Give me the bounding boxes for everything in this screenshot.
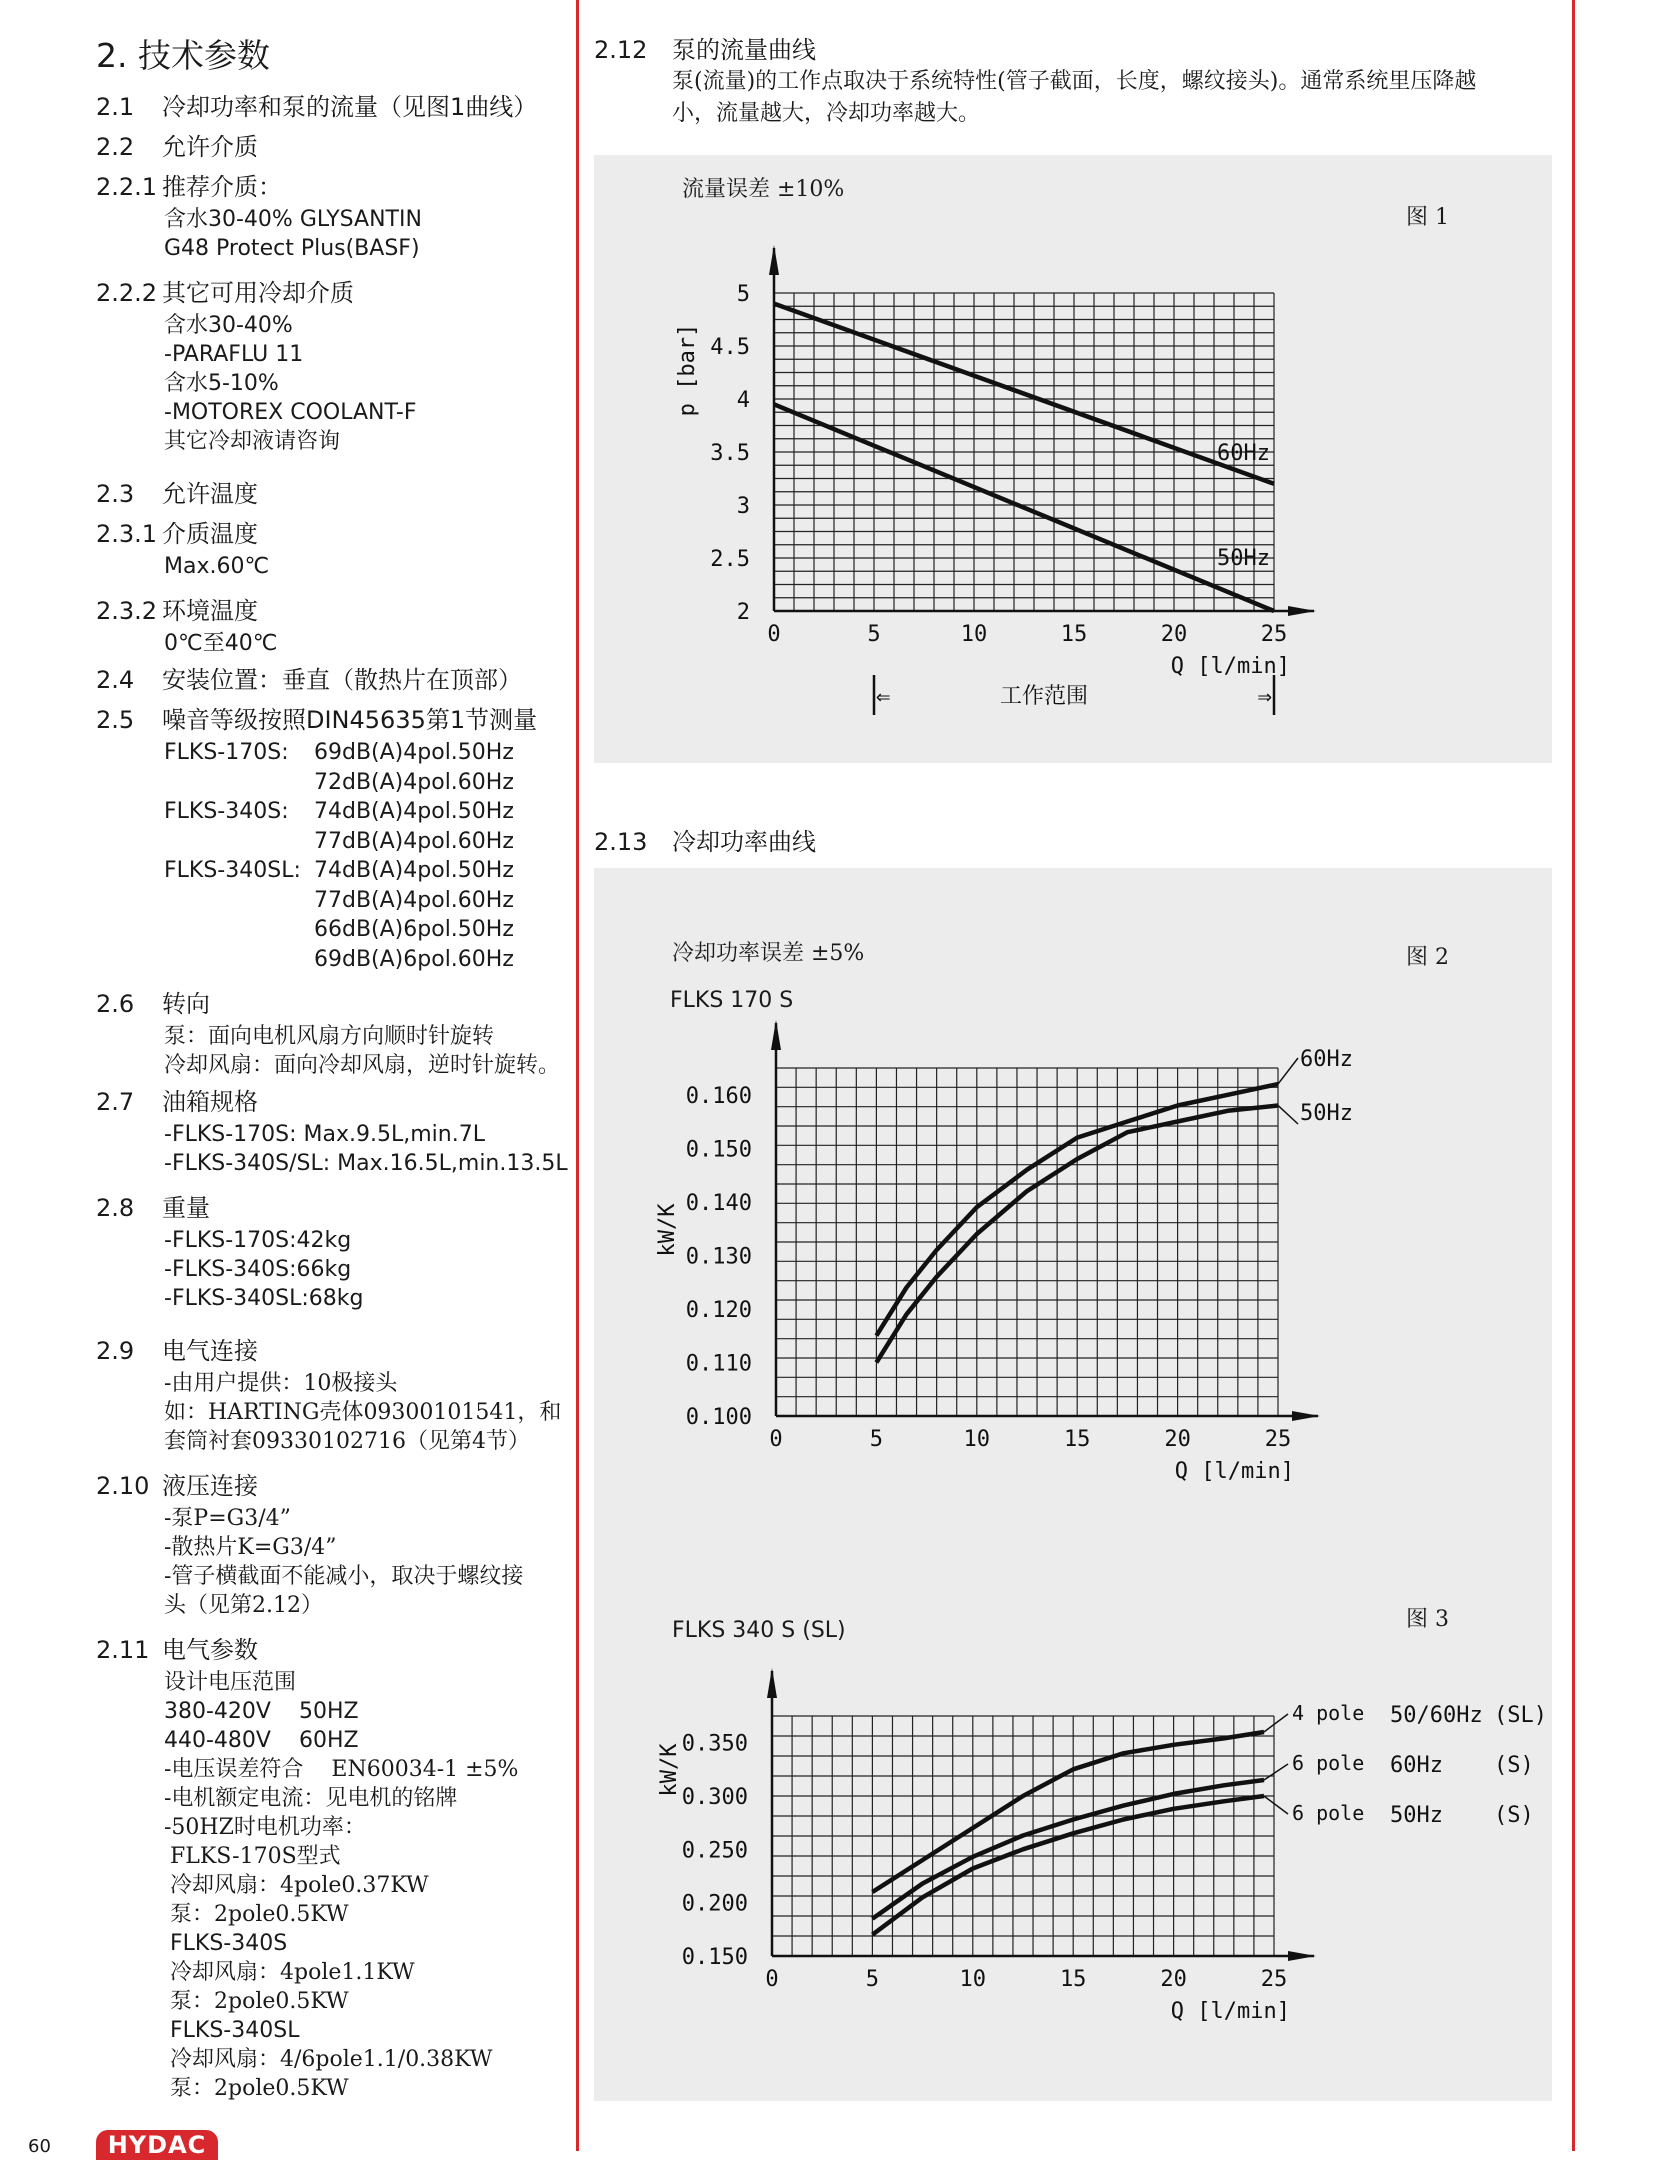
section-title: 2. 技术参数 [96,36,270,75]
line: -管子横截面不能减小，取决于螺纹接 [164,1564,524,1589]
series-line [872,1780,1264,1919]
line: -FLKS-170S: Max.9.5L,min.7L [164,1122,485,1147]
line: 套筒衬套09330102716（见第4节） [164,1429,530,1454]
y-axis-arrow [767,1668,777,1698]
fig3-model: FLKS 340 S (SL) [672,1618,846,1643]
x-tick-label: 25 [1260,622,1288,647]
line: -FLKS-170S:42kg [164,1228,352,1253]
x-axis-label: Q [l/min] [1170,1999,1290,2024]
line: 含水5-10% [164,371,279,396]
noise-row: FLKS-170S: 69dB(A)4pol.50Hz [164,740,514,765]
x-axis-label: Q [l/min] [1170,654,1290,679]
line: 含水30-40% [164,313,293,338]
page-number: 60 [28,2136,51,2157]
sec-2-10: 2.10 液压连接 [96,1472,258,1500]
line: FLKS-340SL [170,2018,300,2043]
x-axis-label: Q [l/min] [1174,1459,1294,1484]
y-tick-label: 0.130 [685,1244,752,1270]
line: 含水30-40% GLYSANTIN [164,207,422,232]
x-tick-label: 10 [963,1427,991,1452]
line: 头（见第2.12） [164,1593,323,1618]
line: -电机额定电流：见电机的铭牌 [164,1786,458,1811]
line: FLKS-170S型式 [170,1844,341,1869]
line: 冷却风扇：面向冷却风扇，逆时针旋转。 [164,1053,561,1078]
line: 0℃至40℃ [164,631,278,656]
series-label-60hz: 60Hz [1300,1047,1353,1072]
x-axis-arrow [1292,1411,1320,1421]
line: 如：HARTING壳体09300101541，和 [164,1400,562,1425]
y-tick-label: 3 [736,494,750,519]
legend-freq: 50Hz [1390,1803,1443,1828]
line: -PARAFLU 11 [164,342,304,367]
sec-2-3-1: 2.3.1 介质温度 [96,520,258,548]
line: 设计电压范围 [164,1670,297,1695]
line: -FLKS-340S:66kg [164,1257,352,1282]
x-tick-label: 20 [1160,1967,1187,1992]
legend-freq: 50/60Hz [1390,1703,1483,1728]
sec-2-12-title: 2.12 泵的流量曲线 [594,36,816,64]
line: 其它冷却液请咨询 [164,429,341,454]
y-tick-label: 0.300 [681,1785,748,1810]
y-tick-label: 4 [736,388,750,413]
line: -50HZ时电机功率： [164,1815,366,1840]
fig2-label: 图 2 [1406,945,1449,970]
legend-freq: 60Hz [1390,1753,1443,1778]
x-tick-label: 20 [1160,622,1188,647]
noise-row: 66dB(A)6pol.50Hz [314,917,514,942]
y-tick-label: 0.350 [681,1731,748,1757]
line: 冷却风扇：4pole0.37KW [170,1873,429,1898]
line: -散热片K=G3/4” [164,1535,337,1560]
x-tick-label: 15 [1063,1427,1091,1452]
y-tick-label: 0.140 [685,1190,752,1216]
x-tick-label: 10 [960,622,988,647]
noise-row: FLKS-340SL: 74dB(A)4pol.50Hz [164,858,514,883]
x-tick-label: 5 [869,1427,884,1452]
x-tick-label: 25 [1264,1427,1292,1452]
x-tick-label: 5 [867,622,881,647]
legend-type: (S) [1494,1753,1534,1778]
leader-60hz [1278,1058,1298,1084]
left-column [96,30,576,2103]
x-tick-label: 0 [767,622,781,647]
sec-2-8: 2.8 重量 [96,1194,210,1222]
x-tick-label: 15 [1060,622,1088,647]
sec-2-6: 2.6 转向 [96,990,210,1018]
y-tick-label: 4.5 [710,335,750,360]
y-tick-label: 2.5 [710,547,750,572]
sec-2-13-title: 2.13 冷却功率曲线 [594,828,816,856]
line: 冷却风扇：4pole1.1KW [170,1960,415,1985]
sec-2-3-2: 2.3.2 环境温度 [96,597,258,625]
line: Max.60℃ [164,554,270,579]
series-line [774,304,1274,484]
x-tick-label: 0 [765,1967,779,1992]
line: 泵：2pole0.5KW [170,1989,349,2014]
sec-2-3: 2.3 允许温度 [96,480,258,508]
noise-row: 72dB(A)4pol.60Hz [314,769,514,795]
legend-type: (S) [1494,1803,1534,1828]
fig1-label: 图 1 [1406,205,1449,230]
line: 泵：2pole0.5KW [170,2076,349,2101]
series-line [872,1796,1264,1935]
sec-2-5: 2.5 噪音等级按照DIN45635第1节测量 [96,706,538,734]
sec-2-9: 2.9 电气连接 [96,1337,258,1365]
x-tick-label: 0 [769,1427,783,1452]
fig2-model: FLKS 170 S [670,988,794,1013]
line: 泵：2pole0.5KW [170,1902,349,1927]
sec-2-12-para: 泵(流量)的工作点取决于系统特性(管子截面，长度，螺纹接头)。通常系统里压降越 小，流量越大，冷却功率越大。 [672,69,1477,126]
fig1-tolerance: 流量误差 ±10% [682,177,845,202]
series-line [774,404,1274,611]
line: 泵：面向电机风扇方向顺时针旋转 [164,1024,495,1049]
y-axis-arrow [769,245,779,275]
line: FLKS-340S [170,1931,288,1956]
y-tick-label: 3.5 [710,441,750,466]
line: -泵P=G3/4” [164,1506,291,1531]
x-tick-label: 10 [959,1967,987,1992]
y-tick-label: 0.110 [685,1351,752,1377]
range-label: 工作范围 [999,684,1089,709]
line: 380-420V 50HZ [164,1699,359,1724]
series-label-50hz: 50Hz [1300,1101,1353,1126]
sec-2-2: 2.2 允许介质 [96,133,258,161]
fig3-chart [594,1660,1552,2100]
y-tick-label: 0.100 [685,1405,752,1430]
series-label-50hz: 50Hz [1217,546,1270,571]
y-tick-label: 0.200 [681,1891,748,1917]
y-axis-arrow [771,1020,781,1050]
legend-type: (SL) [1494,1703,1547,1728]
noise-row: 69dB(A)6pol.60Hz [314,946,514,972]
leader-line [1264,1764,1288,1780]
line: -MOTOREX COOLANT-F [164,400,417,425]
noise-row: 77dB(A)4pol.60Hz [314,887,514,913]
y-axis-label: p [bar] [675,323,700,417]
noise-row: FLKS-340S: 74dB(A)4pol.50Hz [164,799,514,824]
y-axis-label: kW/K [655,1203,680,1257]
leader-line [1264,1714,1288,1732]
fig2-chart [594,1020,1552,1500]
sec-2-2-1: 2.2.1 推荐介质： [96,173,282,201]
leader-line [1264,1796,1288,1814]
series-label: 4 pole [1292,1701,1365,1725]
line: -FLKS-340S/SL: Max.16.5L,min.13.5L [164,1151,568,1176]
fig1-chart [594,155,1552,763]
sec-2-2-2: 2.2.2 其它可用冷却介质 [96,279,354,307]
line: -由用户提供：10极接头 [164,1371,398,1396]
sec-2-1: 2.1 冷却功率和泵的流量（见图1曲线） [96,93,538,121]
y-tick-label: 2 [736,600,750,625]
y-tick-label: 0.160 [685,1083,752,1109]
y-tick-label: 0.150 [681,1945,748,1970]
y-tick-label: 0.150 [685,1137,752,1163]
series-label-60hz: 60Hz [1217,440,1270,466]
y-tick-label: 0.250 [681,1838,748,1864]
left-red-rule [576,0,579,2151]
range-right-arrow: ⇒ [1257,682,1272,710]
x-tick-label: 20 [1164,1427,1191,1452]
x-tick-label: 25 [1260,1967,1288,1992]
x-tick-label: 5 [865,1967,880,1992]
fig3-label: 图 3 [1406,1607,1449,1632]
right-red-rule [1572,0,1575,2151]
noise-row: 77dB(A)4pol.60Hz [314,828,514,854]
series-label: 6 pole [1292,1751,1365,1775]
sec-2-11: 2.11 电气参数 [96,1636,258,1664]
line: -FLKS-340SL:68kg [164,1286,364,1311]
leader-50hz [1278,1105,1298,1124]
x-axis-arrow [1288,606,1316,616]
y-axis-label: kW/K [657,1743,682,1797]
hydac-logo: HYDAC [96,2130,218,2160]
line: -电压误差符合 EN60034-1 ±5% [164,1757,519,1782]
line: 440-480V 60HZ [164,1728,359,1753]
x-axis-arrow [1288,1951,1316,1961]
fig2-tolerance: 冷却功率误差 ±5% [672,941,865,966]
sec-2-7: 2.7 油箱规格 [96,1088,258,1116]
line: 冷却风扇：4/6pole1.1/0.38KW [170,2047,493,2072]
line: G48 Protect Plus(BASF) [164,236,420,261]
range-left-arrow: ⇐ [876,682,891,710]
x-tick-label: 15 [1059,1967,1087,1992]
y-tick-label: 5 [736,282,750,307]
y-tick-label: 0.120 [685,1297,752,1323]
sec-2-4: 2.4 安装位置：垂直（散热片在顶部） [96,666,522,694]
series-label: 6 pole [1292,1801,1365,1825]
